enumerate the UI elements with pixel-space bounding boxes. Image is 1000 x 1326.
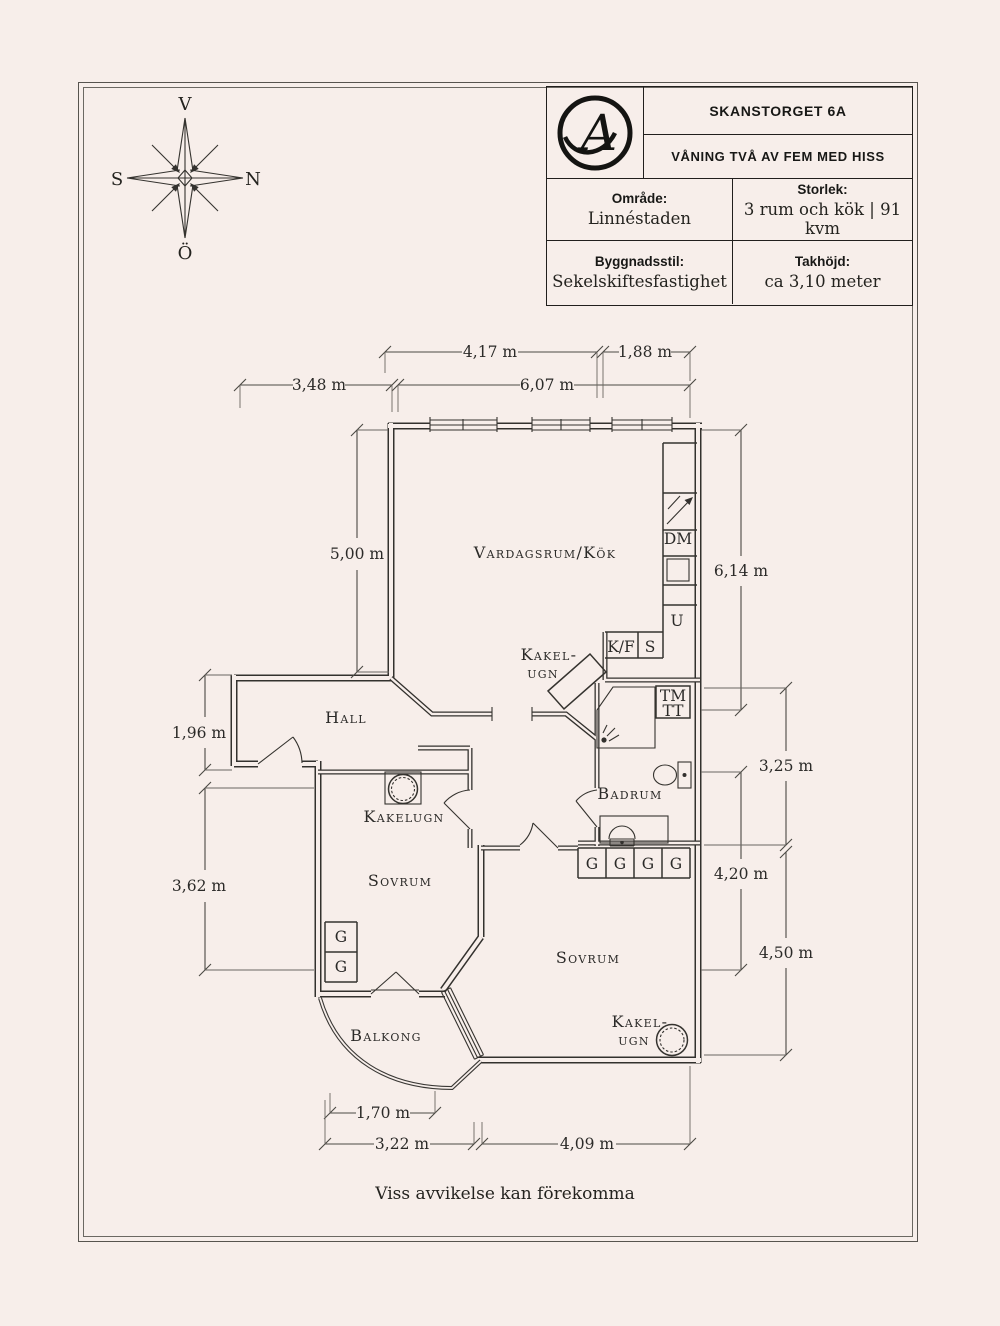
size-value: 3 rum och kök | 91 kvm — [743, 199, 902, 238]
style-label: Byggnadsstil: — [594, 254, 685, 269]
dim-right-outer-lower: 4,50 m — [758, 944, 814, 962]
window-top-1 — [430, 417, 497, 432]
room-label-balcony: Balkong — [350, 1026, 422, 1045]
bedroom-left-door — [444, 790, 470, 829]
stove-icon — [667, 496, 693, 524]
dishwasher-label: DM — [663, 530, 693, 548]
room-label-bedroom-left: Sovrum — [367, 871, 433, 890]
logo-letter: A — [580, 103, 618, 162]
room-label-living: Vardagsrum/Kök — [473, 543, 617, 562]
dim-right-bedroom: 4,20 m — [713, 865, 769, 883]
bedroom-right-door — [520, 823, 558, 848]
fridge-freezer-label: K/F — [607, 638, 635, 656]
entry-door — [258, 737, 302, 764]
dim-top-outer-right: 6,07 m — [519, 376, 575, 394]
dryer-label: TT — [662, 702, 684, 720]
dim-top-outer-left: 3,48 m — [291, 376, 347, 394]
wardrobe-label-3: G — [641, 855, 655, 873]
label-kakel-bedroom-2: ugn — [618, 1030, 650, 1049]
area-label: Område: — [611, 191, 668, 206]
dim-left-bedroom: 3,62 m — [171, 877, 227, 895]
window-balcony-diagonal — [442, 988, 484, 1059]
wardrobe-label-1: G — [585, 855, 599, 873]
compass-label-n: N — [245, 169, 261, 190]
bathroom-door — [576, 790, 597, 827]
window-top-3 — [612, 417, 672, 432]
dim-top-inner-left: 4,17 m — [462, 343, 518, 361]
wardrobe-label-6: G — [334, 958, 348, 976]
size-label: Storlek: — [797, 181, 848, 197]
label-kakel-bedroom-1: Kakel- — [611, 1012, 669, 1031]
room-label-bathroom: Badrum — [597, 784, 663, 803]
label-kakel-kitchen-1: Kakel- — [520, 645, 578, 664]
wardrobe-label-2: G — [613, 855, 627, 873]
dim-left-living: 5,00 m — [329, 545, 385, 563]
area-value: Linnéstaden — [587, 209, 692, 228]
balcony-double-door — [371, 972, 419, 994]
ceiling-label: Takhöjd: — [794, 254, 851, 269]
washing-machine-label: TM — [659, 687, 687, 705]
compass-rose — [111, 94, 261, 264]
dim-right-outer-upper: 3,25 m — [758, 757, 814, 775]
floor-subtitle: VÅNING TVÅ AV FEM MED HISS — [671, 149, 885, 164]
tiled-stove-bedroom-left — [385, 772, 421, 804]
compass-label-o: Ö — [177, 243, 193, 264]
oven-label: U — [670, 612, 684, 630]
dim-bottom-outer-left: 3,22 m — [374, 1135, 430, 1153]
compass-label-s: S — [110, 169, 124, 190]
label-kakel-kitchen-2: ugn — [527, 663, 559, 682]
kitchen-sink-icon — [667, 559, 689, 581]
dim-left-hall: 1,96 m — [171, 724, 227, 742]
room-label-tiled-stove: Kakelugn — [363, 807, 445, 826]
room-label-hall: Hall — [325, 708, 367, 727]
dim-bottom-balcony: 1,70 m — [355, 1104, 411, 1122]
exterior-walls — [234, 423, 702, 1063]
pantry-label: S — [644, 638, 656, 656]
style-value: Sekelskiftesfastighet — [552, 272, 727, 291]
dimension-lines — [199, 346, 792, 1150]
dim-top-inner-right: 1,88 m — [617, 343, 673, 361]
dim-right-living: 6,14 m — [713, 562, 769, 580]
dim-bottom-outer-right: 4,09 m — [559, 1135, 615, 1153]
wardrobe-label-4: G — [669, 855, 683, 873]
room-label-bedroom-right: Sovrum — [555, 948, 621, 967]
compass-label-v: V — [178, 94, 192, 115]
disclaimer-note: Viss avvikelse kan förekomma — [375, 1184, 635, 1204]
shower-enclosure — [597, 687, 655, 748]
window-top-2 — [532, 417, 590, 432]
ceiling-value: ca 3,10 meter — [764, 272, 881, 291]
wardrobe-label-5: G — [334, 928, 348, 946]
address-title: SKANSTORGET 6A — [709, 102, 847, 119]
